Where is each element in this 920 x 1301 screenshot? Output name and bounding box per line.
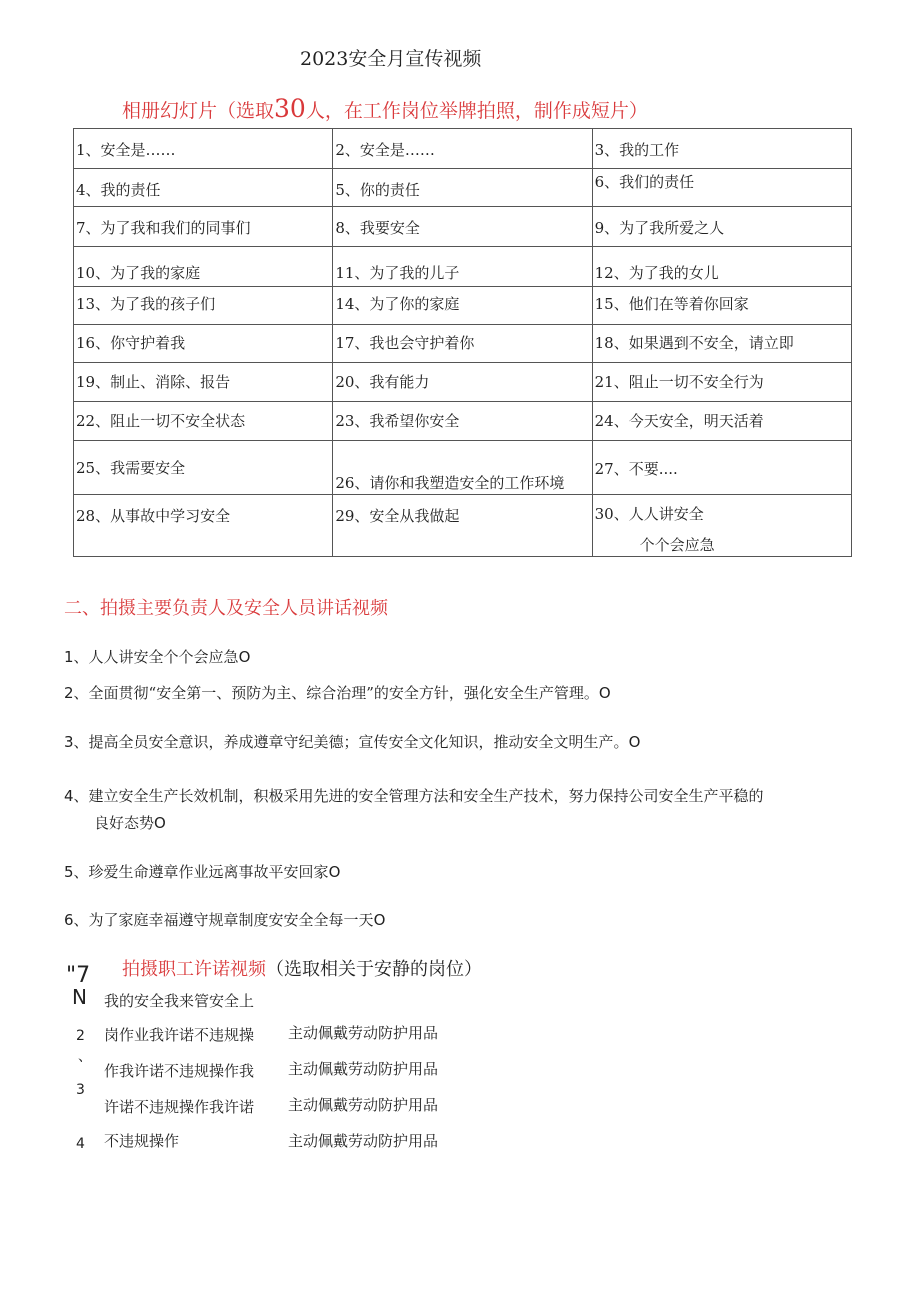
table-row (74, 247, 852, 287)
table-row (74, 287, 852, 325)
list-item: 6、为了家庭幸福遵守规章制度安安全全每一天O (64, 911, 386, 929)
section3-heading-red: 拍摄职工许诺视频 (122, 959, 266, 980)
table-row (74, 207, 852, 247)
list-number: 4 (76, 1136, 85, 1152)
table-cell: 29、安全从我做起 (333, 495, 592, 557)
table-cell: 21、阻止一切不安全行为 (592, 363, 851, 402)
table-cell: 15、他们在等着你回家 (592, 287, 851, 325)
table-cell: 27、不要.... (592, 441, 851, 495)
section3-heading-black: （选取相关于安静的岗位） (266, 959, 482, 980)
table-row (74, 169, 852, 207)
table-row (74, 325, 852, 363)
section1-heading-part2: 人，在工作岗位举牌拍照，制作成短片） (305, 100, 648, 122)
table-cell: 2、安全是…… (333, 129, 592, 169)
list-number: 、 (78, 1049, 92, 1065)
table-cell: 7、为了我和我们的同事们 (74, 207, 333, 247)
table-cell: 8、我要安全 (333, 207, 592, 247)
table-cell: 1、安全是…… (74, 129, 333, 169)
table-cell: 10、为了我的家庭 (74, 247, 333, 287)
pledge-right: 主动佩戴劳动防护用品 (288, 1096, 439, 1114)
table-cell: 19、制止、消除、报告 (74, 363, 333, 402)
pledge-right: 主动佩戴劳动防护用品 (288, 1132, 439, 1150)
table-row (74, 441, 852, 495)
section2-heading: 二、拍摄主要负责人及安全人员讲话视频 (64, 598, 388, 619)
table-cell: 5、你的责任 (333, 169, 592, 207)
table-cell: 13、为了我的孩子们 (74, 287, 333, 325)
table-cell: 23、我希望你安全 (333, 402, 592, 441)
section3-heading (122, 955, 482, 981)
pledge-right: 主动佩戴劳动防护用品 (288, 1024, 439, 1042)
list-item: 4、建立安全生产长效机制，积极采用先进的安全管理方法和安全生产技术，努力保持公司安全生产平稳的 (64, 787, 764, 805)
table-row (74, 363, 852, 402)
slideshow-table (73, 128, 852, 557)
list-item: 5、珍爱生命遵章作业远离事故平安回家O (64, 863, 341, 881)
list-item: 2、全面贯彻“安全第一、预防为主、综合治理”的安全方针，强化安全生产管理。O (64, 684, 611, 702)
page-title: 2023安全月宣传视频 (300, 48, 482, 70)
table-cell: 4、我的责任 (74, 169, 333, 207)
list-number: 3 (76, 1082, 85, 1098)
list-item-continuation: 良好态势O (94, 814, 166, 832)
section1-heading-part1: 相册幻灯片（选取 (122, 100, 275, 122)
table-cell: 17、我也会守护着你 (333, 325, 592, 363)
stray-mark: "7 (66, 963, 91, 988)
list-item: 3、提高全员安全意识，养成遵章守纪美德；宣传安全文化知识，推动安全文明生产。O (64, 733, 641, 751)
table-cell: 12、为了我的女儿 (592, 247, 851, 287)
pledge-left: 岗作业我许诺不违规操 (104, 1026, 255, 1044)
pledge-left: 作我许诺不违规操作我 (104, 1062, 255, 1080)
table-cell: 9、为了我所爱之人 (592, 207, 851, 247)
table-row (74, 402, 852, 441)
table-row (74, 495, 852, 557)
table-cell: 6、我们的责任 (592, 169, 851, 207)
table-cell: 26、请你和我塑造安全的工作环境 (333, 441, 592, 495)
table-cell: 16、你守护着我 (74, 325, 333, 363)
list-number: 2 (76, 1028, 85, 1044)
table-cell: 20、我有能力 (333, 363, 592, 402)
table-cell: 22、阻止一切不安全状态 (74, 402, 333, 441)
table-cell: 25、我需要安全 (74, 441, 333, 495)
table-cell: 18、如果遇到不安全，请立即 (592, 325, 851, 363)
table-cell: 24、今天安全，明天活着 (592, 402, 851, 441)
section1-heading-number: 30 (274, 94, 306, 123)
pledge-left: 我的安全我来管安全上 (104, 992, 255, 1010)
list-item: 1、人人讲安全个个会应急O (64, 648, 251, 666)
table-cell: 11、为了我的儿子 (333, 247, 592, 287)
table-row (74, 129, 852, 169)
table-cell: 28、从事故中学习安全 (74, 495, 333, 557)
table-cell: 14、为了你的家庭 (333, 287, 592, 325)
table-cell: 30、人人讲安全 个个会应急 (592, 495, 851, 557)
section1-heading (122, 94, 648, 123)
stray-mark: N (72, 985, 87, 1009)
table-cell: 3、我的工作 (592, 129, 851, 169)
pledge-left: 许诺不违规操作我许诺 (104, 1098, 255, 1116)
pledge-right: 主动佩戴劳动防护用品 (288, 1060, 439, 1078)
pledge-left: 不违规操作 (104, 1132, 180, 1150)
